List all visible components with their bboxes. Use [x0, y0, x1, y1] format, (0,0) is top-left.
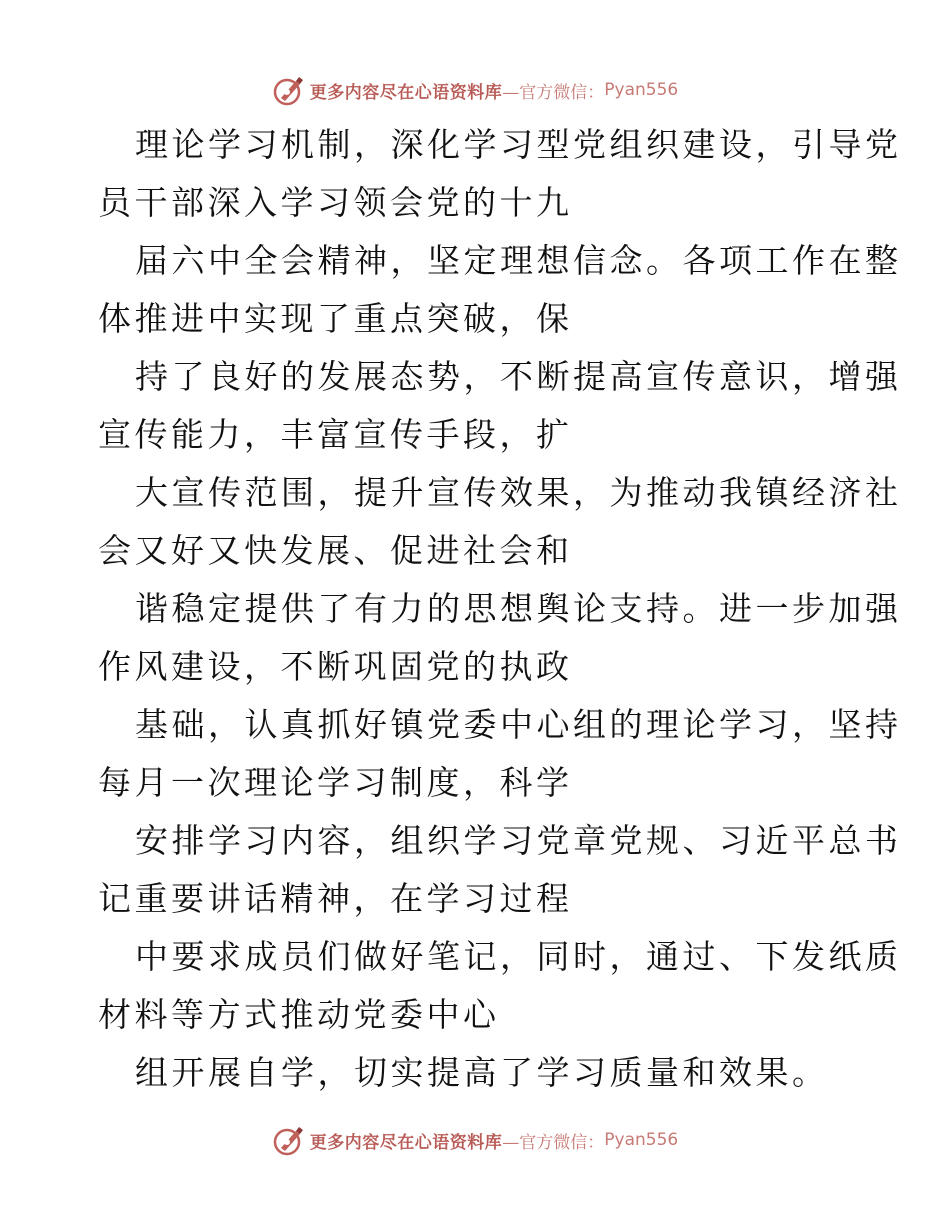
paragraph: [98, 116, 902, 232]
paragraph: [98, 464, 902, 580]
paragraph-line: 届六中全会精神，坚定理想信念。各项工作在整: [135, 241, 902, 280]
paragraph-line: 员干部深入学习领会党的十九: [98, 183, 573, 222]
watermark-banner-bottom: [0, 1122, 950, 1158]
watermark-wechat-id: Pyan556: [604, 1130, 679, 1150]
watermark-wechat-id: Pyan556: [604, 80, 679, 100]
paragraph: [98, 1044, 858, 1102]
watermark-banner-top: [0, 72, 950, 108]
paragraph-line: 大宣传范围，提升宣传效果，为推动我镇经济社: [135, 473, 902, 512]
paragraph-line: 安排学习内容，组织学习党章党规、习近平总书: [135, 821, 902, 860]
paragraph-line: 理论学习机制，深化学习型党组织建设，引导党: [135, 125, 902, 164]
paragraph-line: 谐稳定提供了有力的思想舆论支持。进一步加强: [135, 589, 902, 628]
paragraph-line: 持了良好的发展态势，不断提高宣传意识，增强: [135, 357, 902, 396]
paragraph: [98, 232, 902, 348]
paragraph-line: 记重要讲话精神，在学习过程: [98, 879, 573, 918]
pen-logo-icon: [272, 1123, 306, 1157]
paragraph-line: 中要求成员们做好笔记，同时，通过、下发纸质: [135, 937, 902, 976]
paragraph: [98, 812, 902, 928]
paragraph-line: 每月一次理论学习制度，科学: [98, 763, 573, 802]
pen-logo-icon: [272, 73, 306, 107]
paragraph-line: 体推进中实现了重点突破，保: [98, 299, 573, 338]
paragraph-line: 作风建设，不断巩固党的执政: [98, 647, 573, 686]
paragraph: [98, 928, 902, 1044]
watermark-main-text: 更多内容尽在心语资料库: [309, 1132, 503, 1153]
paragraph-line: 基础，认真抓好镇党委中心组的理论学习，坚持: [135, 705, 902, 744]
watermark-separator: —官方微信：: [502, 1132, 605, 1153]
paragraph: [98, 696, 902, 812]
paragraph: [98, 348, 902, 464]
watermark-separator: —官方微信：: [502, 82, 605, 103]
document-body: [98, 116, 902, 1102]
watermark-main-text: 更多内容尽在心语资料库: [309, 82, 503, 103]
paragraph-line: 材料等方式推动党委中心: [98, 995, 500, 1034]
paragraph-line: 宣传能力，丰富宣传手段，扩: [98, 415, 573, 454]
paragraph-line: 会又好又快发展、促进社会和: [98, 531, 573, 570]
paragraph-line: 组开展自学，切实提高了学习质量和效果。: [135, 1053, 829, 1092]
paragraph: [98, 580, 902, 696]
